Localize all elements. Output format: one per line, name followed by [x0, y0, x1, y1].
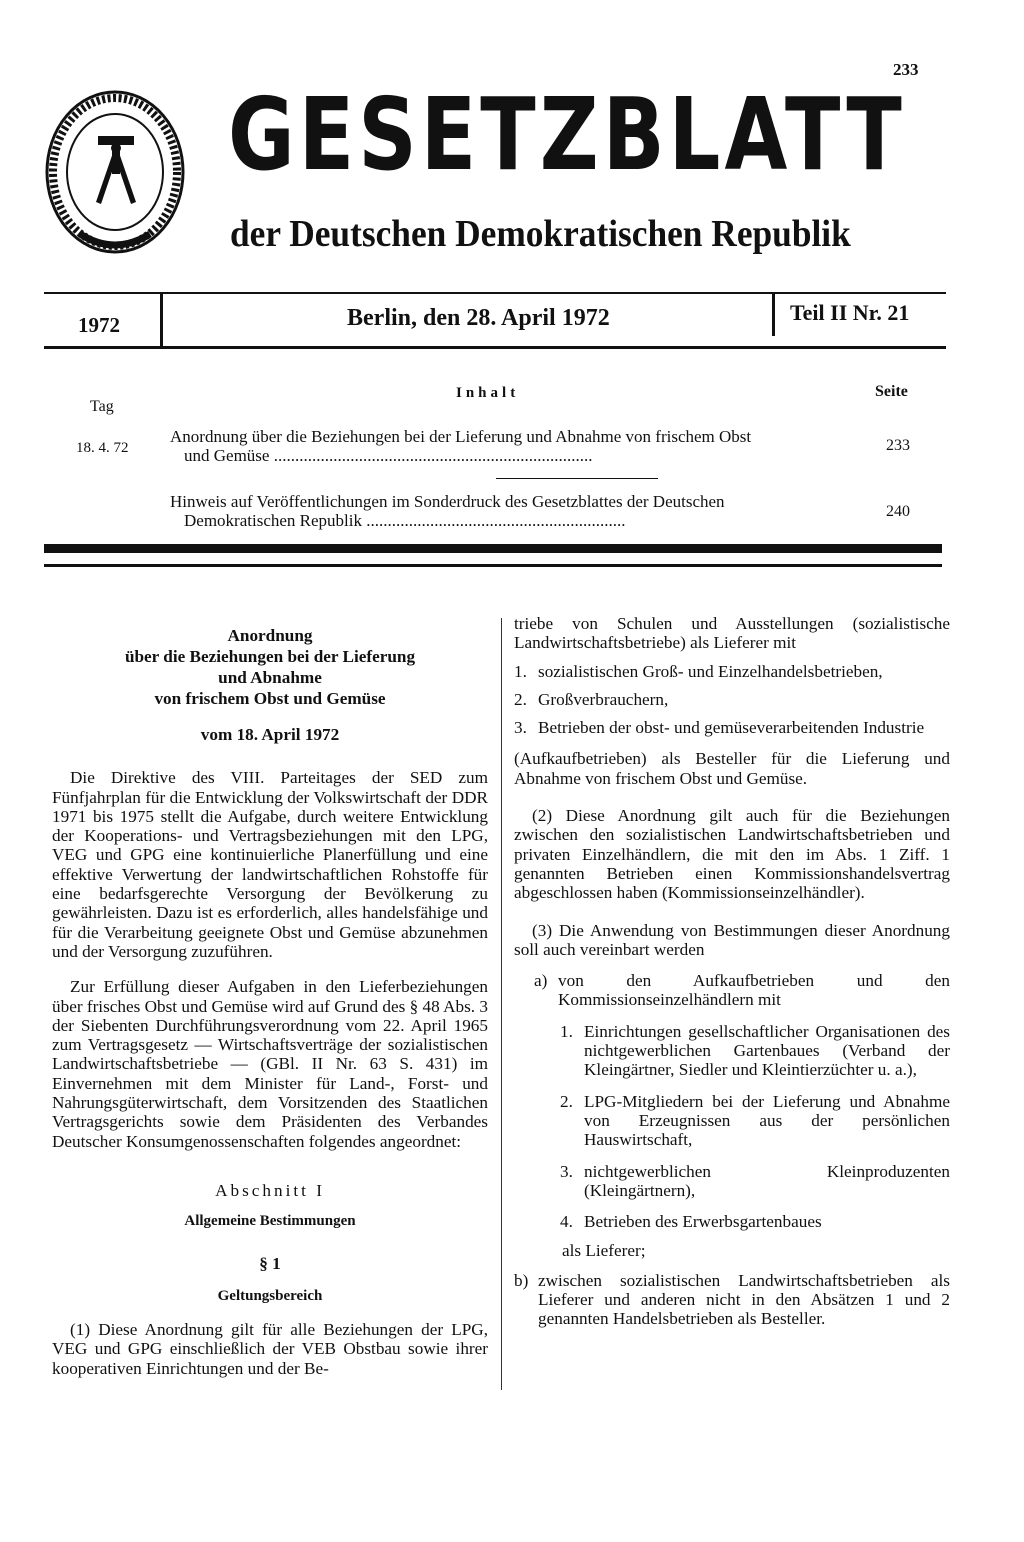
list-item-number: 3.	[514, 718, 527, 738]
toc-entry-title	[170, 492, 838, 530]
list-item-text: Großverbrauchern,	[538, 689, 669, 709]
decree-title-line4: von frischem Obst und Gemüse	[154, 689, 386, 708]
issue-date: Berlin, den 28. April 1972	[347, 305, 610, 331]
list-item-text: LPG-Mitgliedern bei der Lieferung und Abnahme von Erzeugnissen aus der persönlichen Hauswirtschaft,	[584, 1091, 950, 1150]
toc-heading: Inhalt	[456, 385, 520, 401]
list-item	[514, 971, 950, 1010]
toc-entry-page: 233	[886, 437, 910, 454]
toc-entry-page: 240	[886, 503, 910, 520]
issue-bar-bottom-rule	[44, 346, 946, 349]
list-item	[514, 1212, 950, 1231]
enactment-paragraph: Zur Erfüllung dieser Aufgaben in den Lieferbeziehungen über frisches Obst und Gemüse wird auf Grund des § 48 Abs. 3 der Siebenten Durchführungsverordnung vom 22. April 1965 zum Vertragsgesetz — Wirtschaftsverträge der sozialistischen Landwirtschaftsbetriebe — (GBl. II Nr. 63 S. 431) im Einvernehmen mit dem Minister für Land-, Forst- und Nahrungsgüterwirtschaft, dem Vorsitzenden des Staatlichen Vertragsgerichts sowie dem Präsidenten des Verbandes Deutscher Konsumgenossenschaften folgendes angeordnet:	[52, 977, 488, 1151]
toc-entry-title-line2: und Gemüse ...........................................................................	[184, 446, 593, 465]
issue-bar-divider-right	[772, 294, 775, 336]
list-item-text: von den Aufkaufbetrieben und den Kommissionseinzelhändlern mit	[558, 971, 950, 1010]
preamble-paragraph: Die Direktive des VIII. Parteitages der SED zum Fünfjahrplan für die Entwicklung der Volkswirtschaft der DDR 1971 bis 1975 stellt die Aufgabe, durch weitere Entwicklung der Kooperations- und Vertragsbeziehungen mit den LPG, VEG und GPG eine kontinuierliche Planerfüllung und eine effektive Verwertung der landwirtschaftlichen Rohstoffe für eine bedarfsgerechte Versorgung der Bevölkerung zu gewährleisten. Dazu ist es erforderlich, alles handelsfähige und für die Verarbeitung geeignete Obst und Gemüse abzunehmen und der Versorgung zuzuführen.	[52, 768, 488, 961]
toc-separator	[496, 478, 658, 479]
list-item-number: 3.	[560, 1161, 573, 1181]
contents-heavy-rule	[44, 544, 942, 553]
continuation-text: triebe von Schulen und Ausstellungen (sozialistische Landwirtschaftsbetriebe) als Lieferer mit	[514, 614, 950, 653]
toc-entry-title-line1: Hinweis auf Veröffentlichungen im Sonderdruck des Gesetzblattes der Deutschen	[170, 492, 725, 511]
subsection-2-paragraph: (2) Diese Anordnung gilt auch für die Beziehungen zwischen den sozialistischen Landwirtschaftsbetrieben und privaten Einzelhändlern, die mit den im Abs. 1 Ziff. 1 genannten Betrieben einen Kommissionshandelsvertrag abgeschlossen haben (Kommissionseinzelhändler).	[514, 806, 950, 903]
list-item-text: nichtgewerblichen Kleinproduzenten (Kleingärtnern),	[584, 1161, 950, 1200]
list-item-number: 1.	[560, 1021, 573, 1041]
section-label: Abschnitt I	[215, 1180, 325, 1200]
state-emblem-icon	[40, 84, 190, 266]
contents-thin-rule	[44, 564, 942, 567]
list-item-text: Betrieben des Erwerbsgartenbaues	[584, 1212, 822, 1232]
list-item	[514, 690, 950, 709]
column-divider	[501, 618, 502, 1390]
list-item	[514, 718, 950, 737]
subsection-3-paragraph: (3) Die Anwendung von Bestimmungen dieser Anordnung soll auch vereinbart werden	[514, 920, 950, 959]
list-item-number: 2.	[514, 689, 527, 709]
list-item-letter: b)	[514, 1270, 529, 1290]
scope-paragraph: (1) Diese Anordnung gilt für alle Beziehungen der LPG, VEG und GPG einschließlich der VEB Obstbau sowie ihrer kooperativen Einrichtungen und der Be-	[52, 1320, 488, 1378]
toc-entry-title-line2: Demokratischen Republik .............................................................	[184, 511, 626, 530]
decree-title-line3: und Abnahme	[218, 668, 322, 687]
list-item-text: Betrieben der obst- und gemüseverarbeitenden Industrie	[538, 718, 925, 738]
masthead-title: GESETZBLATT	[228, 76, 906, 193]
list-item	[514, 1271, 950, 1329]
right-column	[514, 614, 950, 1329]
role-text: als Lieferer;	[562, 1241, 646, 1261]
issue-part: Teil II Nr. 21	[790, 300, 910, 325]
list-item	[514, 1162, 950, 1201]
masthead-subtitle: der Deutschen Demokratischen Republik	[230, 213, 851, 255]
list-item-number: 1.	[514, 661, 527, 681]
list-item	[514, 1092, 950, 1150]
paragraph-title: Geltungsbereich	[217, 1287, 323, 1304]
list-conclusion-text: (Aufkaufbetrieben) als Besteller für die Lieferung und Abnahme von frischem Obst und Gemüse.	[514, 749, 950, 788]
toc-entry-title	[170, 427, 838, 465]
left-column	[52, 625, 488, 1378]
list-item-text: sozialistischen Groß- und Einzelhandelsbetrieben,	[538, 661, 883, 681]
issue-bar-divider-left	[160, 294, 163, 346]
section-title: Allgemeine Bestimmungen	[184, 1213, 356, 1230]
list-item-letter: a)	[534, 971, 548, 991]
toc-seite-header: Seite	[875, 383, 908, 400]
list-item-text: Einrichtungen gesellschaftlicher Organisationen des nichtgewerblichen Gartenbaues (Verband der Kleingärtner, Siedler und Kleintierzüchter u. a.),	[584, 1021, 950, 1080]
issue-bar-top-rule	[44, 292, 946, 294]
paragraph-sign: § 1	[259, 1253, 281, 1273]
list-item	[514, 662, 950, 681]
list-item	[514, 1022, 950, 1080]
decree-title-line2: über die Beziehungen bei der Lieferung	[124, 647, 416, 666]
list-item-number: 2.	[560, 1091, 573, 1111]
issue-year: 1972	[78, 313, 120, 337]
toc-tag-header: Tag	[90, 398, 114, 415]
page-number: 233	[893, 60, 919, 79]
list-item-number: 4.	[560, 1212, 573, 1232]
decree-date: vom 18. April 1972	[200, 725, 340, 744]
toc-entry-title-line1: Anordnung über die Beziehungen bei der Lieferung und Abnahme von frischem Obst	[170, 427, 752, 446]
decree-title-line1: Anordnung	[227, 626, 313, 645]
toc-entry-date: 18. 4. 72	[76, 440, 129, 456]
list-item-text: zwischen sozialistischen Landwirtschaftsbetrieben als Lieferer und anderen nicht in den Absätzen 1 und 2 genannten Handelsbetrieben als Besteller.	[538, 1270, 950, 1329]
